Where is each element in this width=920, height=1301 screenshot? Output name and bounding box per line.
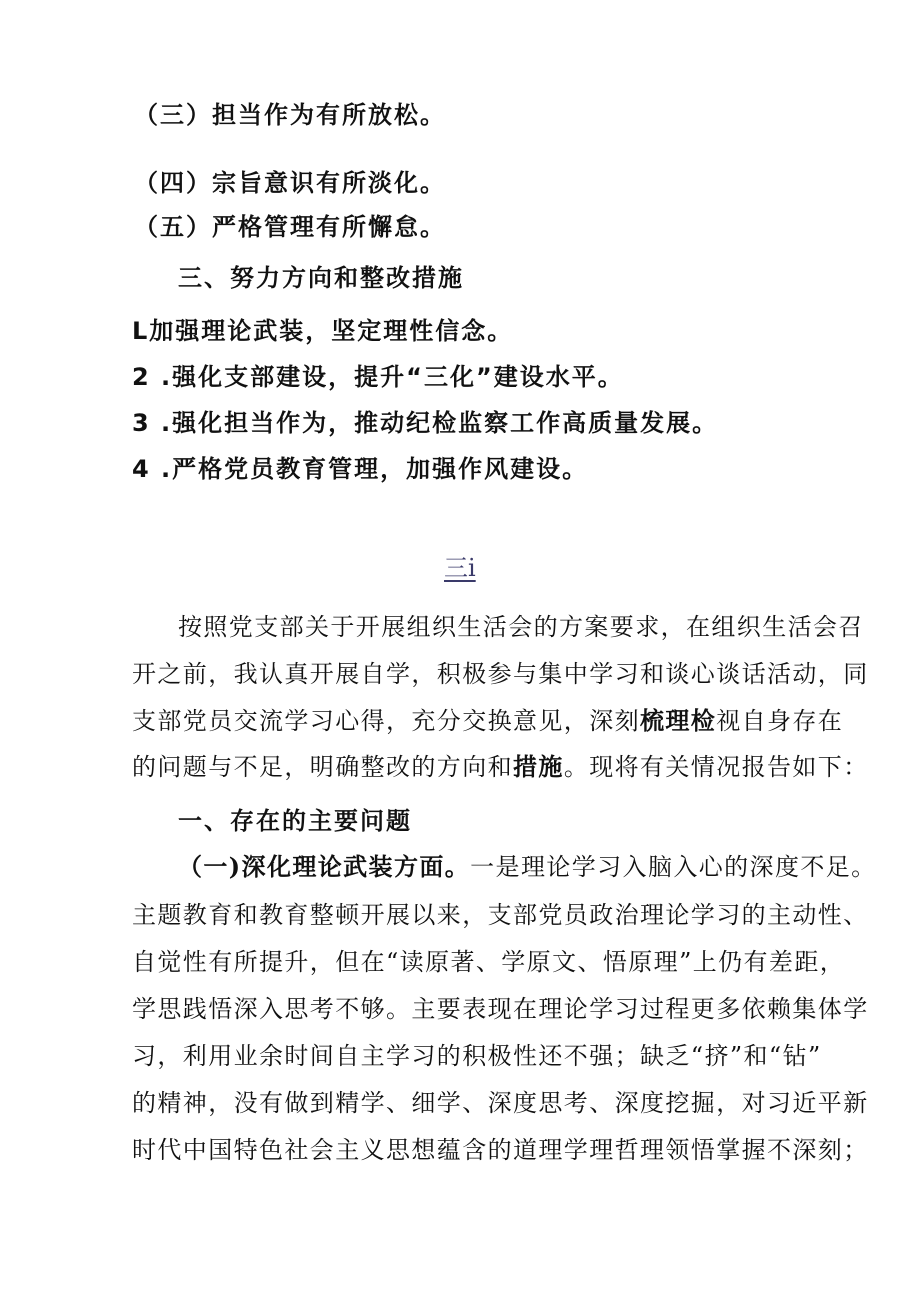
- list-item-four: （四）宗旨意识有所淡化。: [134, 169, 446, 197]
- body-line-4: 学思践悟深入思考不够。主要表现在理论学习过程更多依赖集体学: [132, 995, 869, 1023]
- measure-item-3: 3 .强化担当作为，推动纪检监察工作高质量发展。: [132, 409, 719, 437]
- sub-heading: （一)深化理论武装方面。: [178, 852, 471, 881]
- intro-line-4-emphasis: 措施: [513, 752, 564, 781]
- body-line-1-text: 一是理论学习入脑入心的深度不足。: [470, 853, 877, 881]
- section-three-heading: 三、努力方向和整改措施: [178, 264, 464, 292]
- intro-line-1: 按照党支部关于开展组织生活会的方案要求，在组织生活会召: [178, 613, 864, 641]
- intro-line-4-part-a: 的问题与不足，明确整改的方向和: [132, 753, 513, 781]
- measure-item-1: L加强理论武装，坚定理性信念。: [132, 317, 514, 345]
- body-line-6: 的精神，没有做到精学、细学、深度思考、深度挖掘，对习近平新: [132, 1089, 869, 1117]
- intro-line-4: [132, 752, 869, 782]
- list-item-five: （五）严格管理有所懈怠。: [134, 213, 446, 241]
- section-divider-mark: 三i: [444, 554, 476, 582]
- measure-item-4: 4 .严格党员教育管理，加强作风建设。: [132, 455, 589, 483]
- intro-line-4-part-b: 。现将有关情况报告如下：: [563, 753, 869, 781]
- intro-line-2: 开之前，我认真开展自学，积极参与集中学习和谈心谈话活动，同: [132, 660, 869, 688]
- intro-line-3-part-b: 视自身存在: [716, 707, 844, 735]
- body-line-2: 主题教育和教育整顿开展以来，支部党员政治理论学习的主动性、: [132, 901, 869, 929]
- intro-line-3-part-a: 支部党员交流学习心得，充分交换意见，深刻: [132, 707, 640, 735]
- body-line-1: [178, 852, 877, 882]
- list-item-three: （三）担当作为有所放松。: [134, 101, 446, 129]
- body-line-7: 时代中国特色社会主义思想蕴含的道理学理哲理领悟掌握不深刻；: [132, 1136, 869, 1164]
- section-one-heading: 一、存在的主要问题: [178, 807, 412, 835]
- intro-line-3-emphasis: 梳理检: [640, 706, 717, 735]
- intro-line-3: [132, 706, 843, 736]
- body-line-3: 自觉性有所提升，但在“读原著、学原文、悟原理”上仍有差距，: [132, 948, 846, 976]
- body-line-5: 习，利用业余时间自主学习的积极性还不强；缺乏“挤”和“钻”: [132, 1042, 822, 1070]
- measure-item-2: 2 .强化支部建设，提升“三化”建设水平。: [132, 363, 624, 391]
